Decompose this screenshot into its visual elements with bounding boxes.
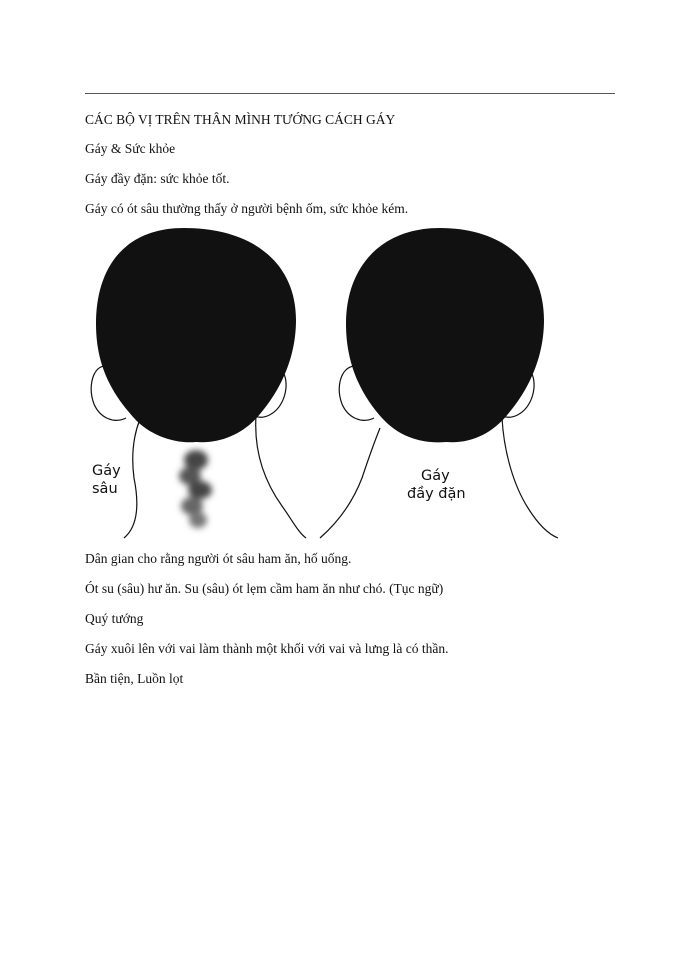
left-label-line1: Gáy — [92, 463, 121, 479]
page-heading: CÁC BỘ VỊ TRÊN THÂN MÌNH TƯỚNG CÁCH GÁY — [85, 112, 396, 127]
header-rule — [85, 93, 615, 94]
right-neck-outline-right — [502, 418, 558, 538]
paragraph-full-nape: Gáy đầy đặn: sức khỏe tốt. — [85, 171, 230, 186]
paragraph-deep-nape: Gáy có ót sâu thường thấy ở người bệnh ốm, sức khỏe kém. — [85, 201, 409, 216]
paragraph-proverb: Ót su (sâu) hư ăn. Su (sâu) ót lẹm cầm ham ăn như chó. (Tục ngữ) — [85, 581, 444, 596]
paragraph-lowly-title: Bần tiện, Luồn lọt — [85, 671, 184, 686]
head-full-nape — [320, 228, 558, 538]
right-label-line1: Gáy — [421, 468, 450, 484]
nape-illustration — [84, 228, 560, 540]
right-label-line2: đầy đặn — [407, 486, 466, 502]
left-neck-outline-right — [256, 416, 306, 538]
paragraph-folk-saying: Dân gian cho rằng người ót sâu ham ăn, hố uống. — [85, 551, 352, 566]
paragraph-noble-desc: Gáy xuôi lên với vai làm thành một khối với vai và lưng là có thần. — [85, 641, 449, 656]
paragraph-health-title: Gáy & Sức khỏe — [85, 141, 176, 156]
head-deep-nape — [91, 228, 306, 538]
left-label-line2: sâu — [92, 481, 118, 497]
paragraph-noble-title: Quý tướng — [85, 611, 144, 626]
left-neck-outline — [124, 408, 146, 538]
right-neck-outline-left — [320, 428, 380, 538]
deep-nape-shadow — [179, 450, 212, 528]
